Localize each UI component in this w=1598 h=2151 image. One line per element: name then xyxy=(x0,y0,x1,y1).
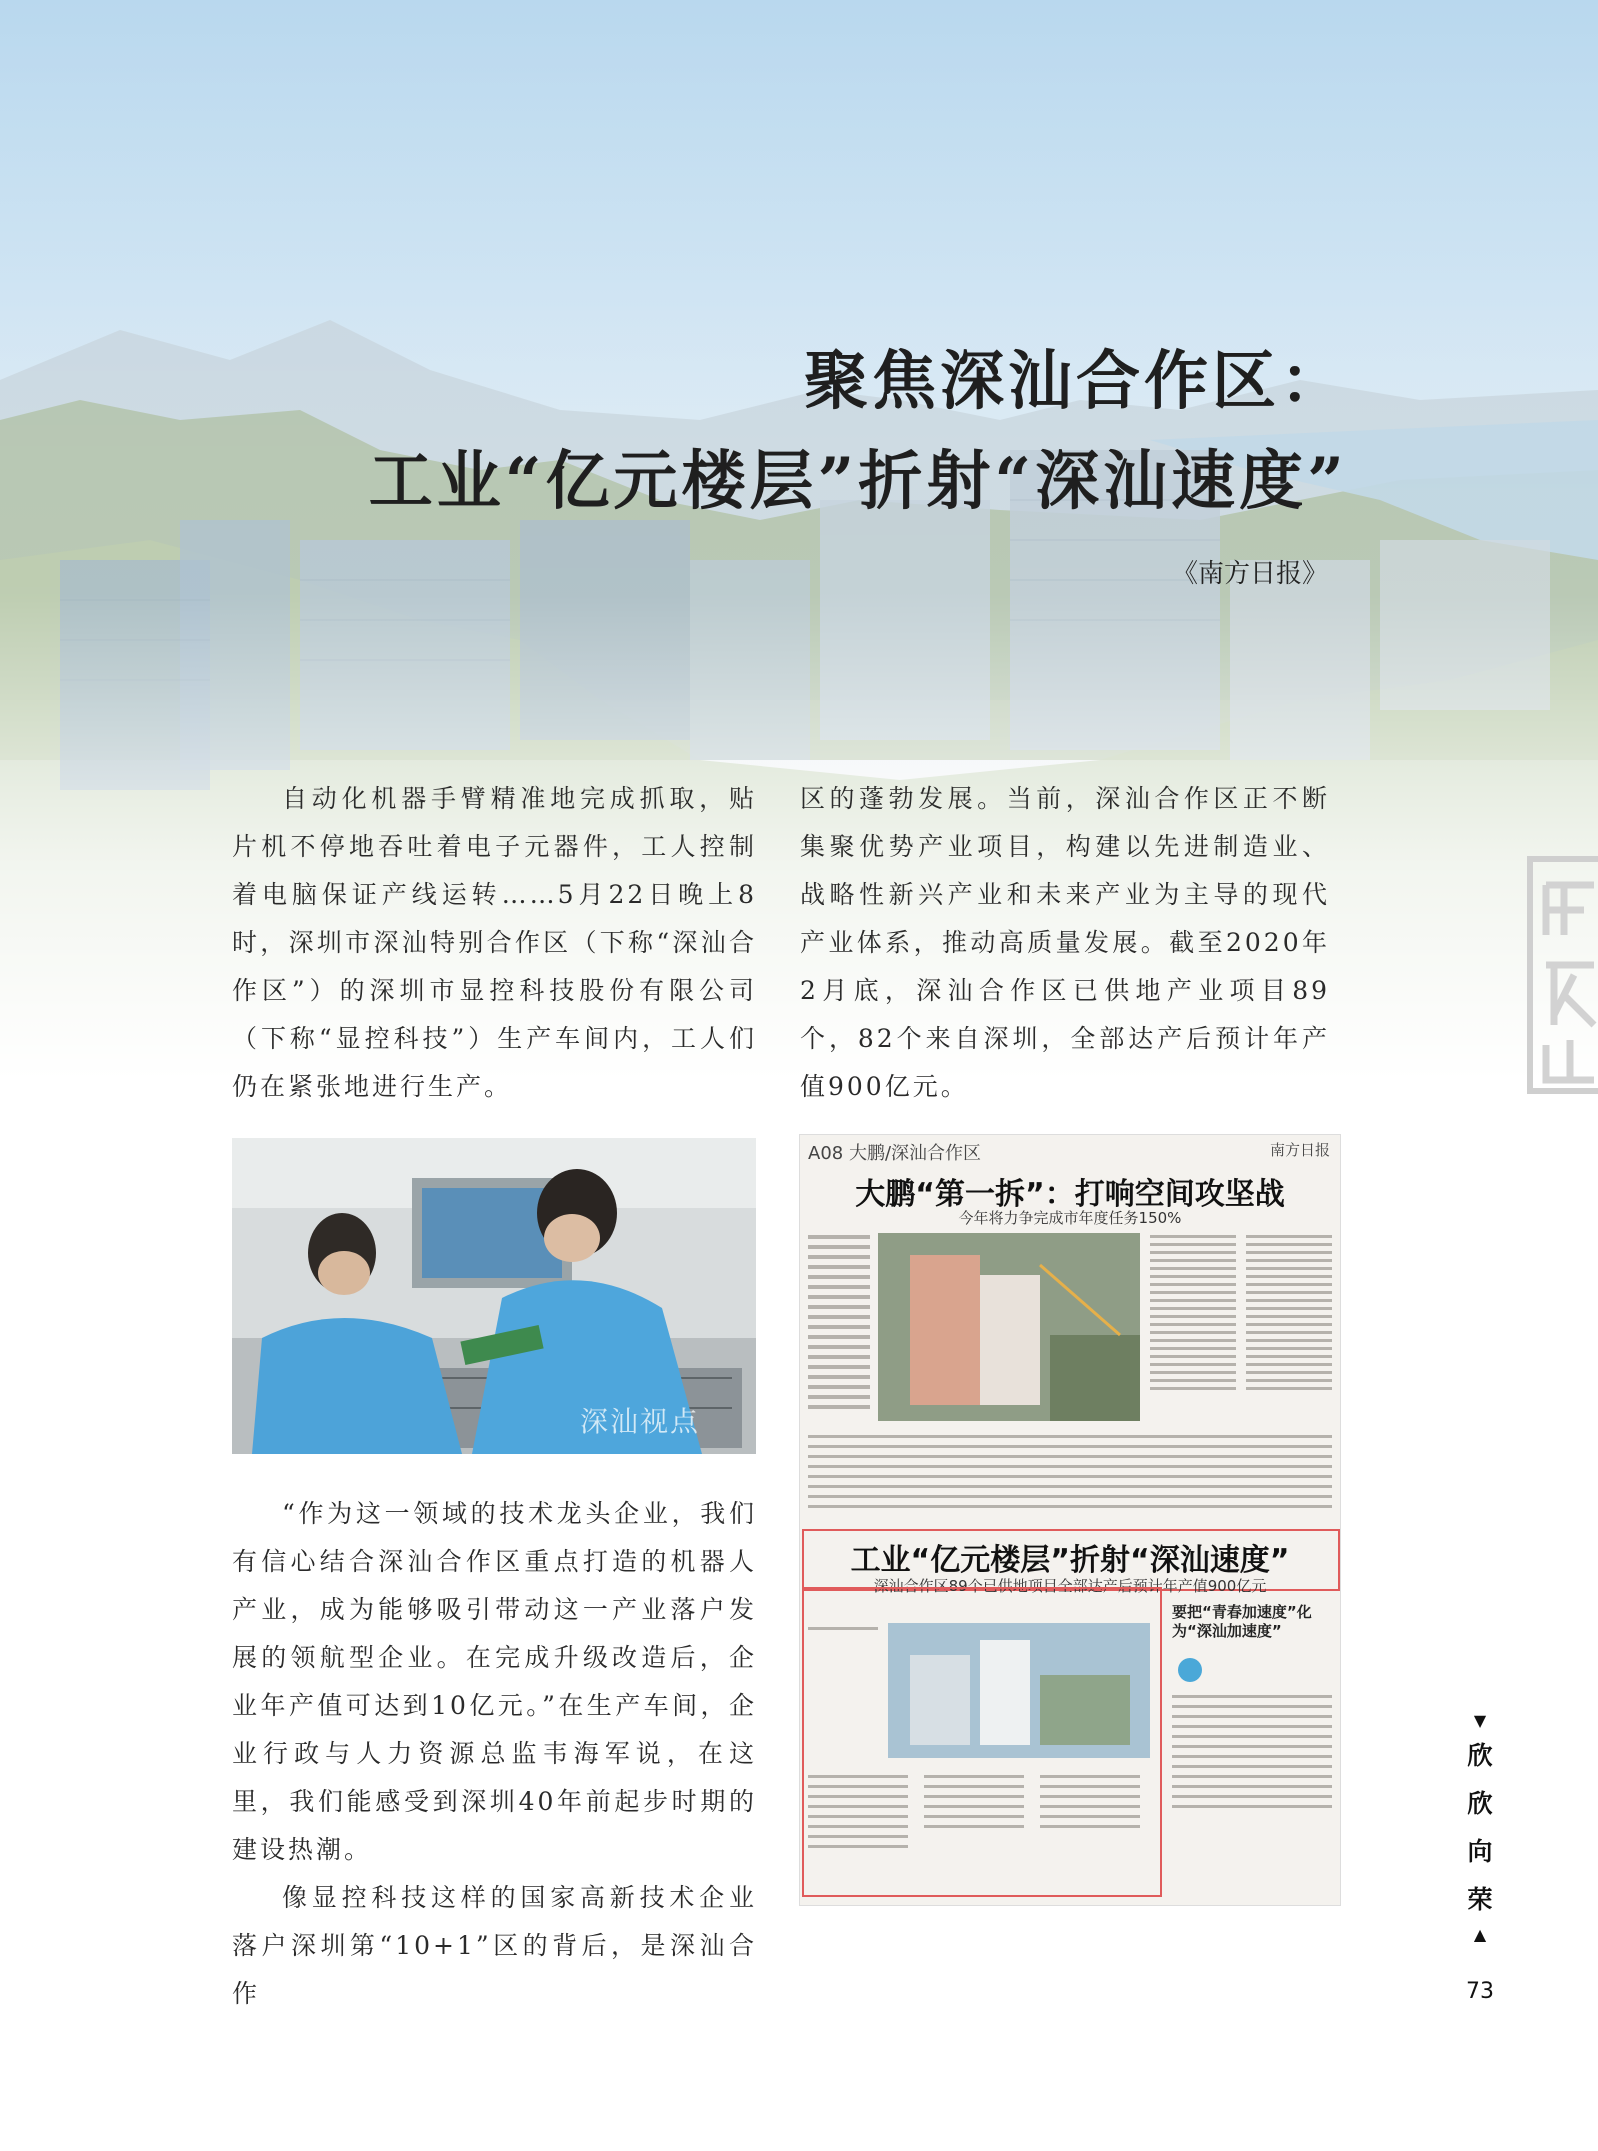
newspaper-side-headline: 要把“青春加速度”化为“深汕加速度” xyxy=(1172,1603,1312,1640)
page-number: 73 xyxy=(1466,1979,1494,2004)
photo-watermark: 深汕视点 xyxy=(580,1405,701,1438)
article-title-line-2: 工业“亿元楼层”折射“深汕速度” xyxy=(368,444,1348,519)
triangle-up-icon: ▲ xyxy=(1473,1925,1487,1944)
section-char: 欣 xyxy=(1467,1741,1493,1770)
paragraph: “作为这一领域的技术龙头企业，我们有信心结合深汕合作区重点打造的机器人产业，成为能够吸引带动这一产业落户发展的领航型企业。在完成升级改造后，企业年产值可达到10亿元。”在生产车间，企业行政与人力资源总监韦海军说，在这里，我们能感受到深圳40年前起步时期的建设热潮。 xyxy=(232,1499,757,1864)
body-column-left-top xyxy=(232,775,757,1111)
factory-workers-photo xyxy=(232,1138,756,1454)
paragraph: 自动化机器手臂精准地完成抓取，贴片机不停地吞吐着电子元器件，工人控制着电脑保证产线运转……5月22日晚上8时，深圳市深汕特别合作区（下称“深汕合作区”）的深圳市显控科技股份有限公司（下称“显控科技”）生产车间内，工人们仍在紧张地进行生产。 xyxy=(232,784,757,1101)
seal-stamp-decoration xyxy=(1524,855,1598,1095)
newspaper-clipping xyxy=(800,1135,1340,1905)
article-source: 《南方日报》 xyxy=(1171,559,1328,589)
highlight-frame-article xyxy=(802,1587,1162,1897)
section-side-label xyxy=(1460,1710,1500,1946)
body-column-left-bottom xyxy=(232,1490,757,2018)
paragraph: 像显控科技这样的国家高新技术企业落户深圳第“10+1”区的背后，是深汕合作 xyxy=(232,1883,757,2008)
section-char: 荣 xyxy=(1467,1885,1493,1914)
newspaper-headline-2: 工业“亿元楼层”折射“深汕速度” xyxy=(850,1543,1290,1578)
article-title-line-1: 聚焦深汕合作区： xyxy=(804,344,1348,419)
paragraph: 区的蓬勃发展。当前，深汕合作区正不断集聚优势产业项目，构建以先进制造业、战略性新兴产业和未来产业为主导的现代产业体系，推动高质量发展。截至2020年2月底，深汕合作区已供地产业项目89个，82个来自深圳，全部达产后预计年产值900亿元。 xyxy=(800,784,1330,1101)
section-char: 向 xyxy=(1467,1837,1493,1866)
newspaper-header: A08 大鹏/深汕合作区 xyxy=(808,1143,982,1164)
newspaper-headline-1: 大鹏“第一拆”：打响空间攻坚战 xyxy=(855,1177,1285,1212)
body-column-right-top xyxy=(800,775,1330,1111)
newspaper-logo: 南方日报 xyxy=(1269,1141,1330,1159)
triangle-down-icon: ▼ xyxy=(1473,1711,1487,1730)
newspaper-subheadline-1: 今年将力争完成市年度任务150% xyxy=(958,1209,1182,1227)
section-char: 欣 xyxy=(1467,1789,1493,1818)
newspaper-subheadline-2: 深汕合作区89个已供地项目全部达产后预计年产值900亿元 xyxy=(873,1577,1267,1595)
